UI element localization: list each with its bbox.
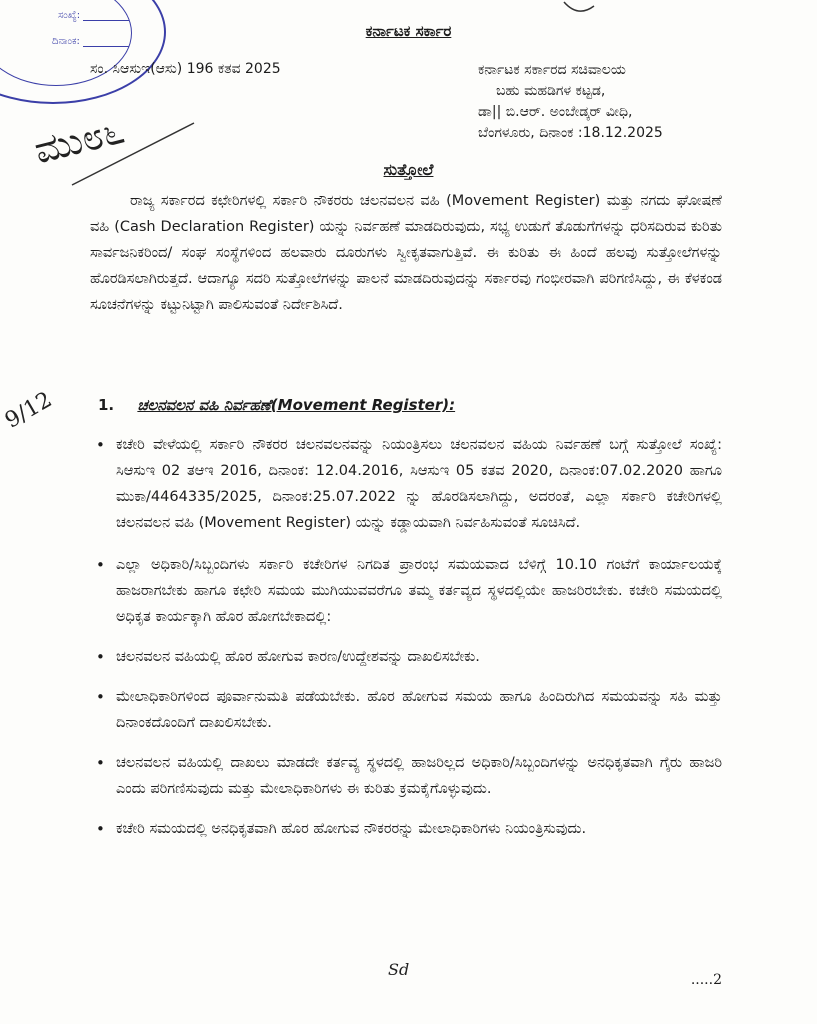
list-item: • ಎಲ್ಲಾ ಅಧಿಕಾರಿ/ಸಿಬ್ಬಂದಿಗಳು ಸರ್ಕಾರಿ ಕಚೇರಿಗಳ ನಿಗದಿತ ಪ್ರಾರಂಭ ಸಮಯವಾದ ಬೆಳಿಗ್ಗೆ 10.10 ಗಂಟೆಗೆ ಕಾರ್ಯಾಲಯಕ್ಕೆ ಹಾಜರಾಗಬೇಕು ಹಾಗೂ ಕಛೇರಿ ಸಮಯ ಮುಗಿಯುವವರೆಗೂ ತಮ್ಮ ಕರ್ತವ್ಯದ ಸ್ಥಳದಲ್ಲಿಯೇ ಹಾಜರಿರಬೇಕು. ಕಚೇರಿ ಸಮಯದಲ್ಲಿ ಅಧಿಕೃತ ಕಾರ್ಯಕ್ಕಾಗಿ ಹೊರ ಹೋಗಬೇಕಾದಲ್ಲಿ: xyxy=(96,552,722,630)
handwritten-stroke-icon xyxy=(70,115,200,195)
address-line: ಬೆಂಗಳೂರು, ದಿನಾಂಕ :18.12.2025 xyxy=(478,125,663,141)
section-number: 1. xyxy=(98,396,115,414)
list-item: • ಚಲನವಲನ ವಹಿಯಲ್ಲಿ ದಾಖಲು ಮಾಡದೇ ಕರ್ತವ್ಯ ಸ್ಥಳದಲ್ಲಿ ಹಾಜರಿಲ್ಲದ ಅಧಿಕಾರಿ/ಸಿಬ್ಬಂದಿಗಳನ್ನು ಅನಧಿಕೃತವಾಗಿ ಗೈರು ಹಾಜರಿ ಎಂದು ಪರಿಗಣಿಸುವುದು ಮತ್ತು ಮೇಲಾಧಿಕಾರಿಗಳು ಈ ಕುರಿತು ಕ್ರಮಕೈಗೊಳ್ಳುವುದು. xyxy=(96,750,722,802)
pen-mark-icon xyxy=(560,0,600,20)
address-block xyxy=(478,60,663,144)
list-item: • ಚಲನವಲನ ವಹಿಯಲ್ಲಿ ಹೊರ ಹೋಗುವ ಕಾರಣ/ಉದ್ದೇಶವನ್ನು ದಾಖಲಿಸಬೇಕು. xyxy=(96,644,722,670)
handwritten-margin-note: 9/12 xyxy=(1,387,57,434)
handwritten-inward-number: ಮು೮೬ xyxy=(29,107,129,173)
reference-number: ಸಂ. ಸಿಆಸುಇ(ಆಸು) 196 ಕತವ 2025 xyxy=(90,61,281,77)
address-line: ಡಾ|| ಬಿ.ಆರ್. ಅಂಬೇಡ್ಕರ್ ವೀಧಿ, xyxy=(478,104,633,120)
address-line: ಕರ್ನಾಟಕ ಸರ್ಕಾರದ ಸಚಿವಾಲಯ xyxy=(478,62,626,78)
stamp-field-date: ದಿನಾಂಕ: xyxy=(52,36,129,47)
intro-paragraph: ರಾಜ್ಯ ಸರ್ಕಾರದ ಕಛೇರಿಗಳಲ್ಲಿ ಸರ್ಕಾರಿ ನೌಕರರು ಚಲನವಲನ ವಹಿ (Movement Register) ಮತ್ತು ನಗದು ಘೋಷಣೆ ವಹಿ (Cash Declaration Register) ಯನ್ನು ನಿರ್ವಹಣೆ ಮಾಡದಿರುವುದು, ಸಭ್ಯ ಉಡುಗೆ ತೊಡುಗೆಗಳನ್ನು ಧರಿಸದಿರುವ ಕುರಿತು ಸಾರ್ವಜನಿಕರಿಂದ/ ಸಂಘ ಸಂಸ್ಥೆಗಳಿಂದ ಹಲವಾರು ದೂರುಗಳು ಸ್ವೀಕೃತವಾಗುತ್ತಿವೆ. ಈ ಕುರಿತು ಈ ಹಿಂದೆ ಹಲವು ಸುತ್ತೋಲೆಗಳನ್ನು ಹೊರಡಿಸಲಾಗಿರುತ್ತದೆ. ಆದಾಗ್ಯೂ ಸದರಿ ಸುತ್ತೋಲೆಗಳನ್ನು ಪಾಲನೆ ಮಾಡದಿರುವುದನ್ನು ಸರ್ಕಾರವು ಗಂಭೀರವಾಗಿ ಪರಿಗಣಿಸಿದ್ದು, ಈ ಕೆಳಕಂಡ ಸೂಚನೆಗಳನ್ನು ಕಟ್ಟುನಿಟ್ಟಾಗಿ ಪಾಲಿಸುವಂತೆ ನಿರ್ದೇಶಿಸಿದೆ. xyxy=(90,193,722,313)
document-title: ಸುತ್ತೋಲೆ xyxy=(383,160,434,179)
address-line: ಬಹು ಮಹಡಿಗಳ ಕಟ್ಟಡ, xyxy=(496,83,606,99)
instruction-list xyxy=(96,432,722,842)
stamp-field-number: ಸಂಖ್ಯೆ: xyxy=(58,10,129,21)
section-title: ಚಲನವಲನ ವಹಿ ನಿರ್ವಹಣೆ(Movement Register): xyxy=(137,396,456,414)
handwritten-initials: Sd xyxy=(388,960,410,979)
list-item: • ಕಚೇರಿ ಸಮಯದಲ್ಲಿ ಅನಧಿಕೃತವಾಗಿ ಹೊರ ಹೋಗುವ ನೌಕರರನ್ನು ಮೇಲಾಧಿಕಾರಿಗಳು ನಿಯಂತ್ರಿಸುವುದು. xyxy=(96,816,722,842)
section-heading xyxy=(98,396,455,414)
list-item: • ಮೇಲಾಧಿಕಾರಿಗಳಿಂದ ಪೂರ್ವಾನುಮತಿ ಪಡೆಯಬೇಕು. ಹೊರ ಹೋಗುವ ಸಮಯ ಹಾಗೂ ಹಿಂದಿರುಗಿದ ಸಮಯವನ್ನು ಸಹಿ ಮತ್ತು ದಿನಾಂಕದೊಂದಿಗೆ ದಾಖಲಿಸಬೇಕು. xyxy=(96,684,722,736)
government-heading: ಕರ್ನಾಟಕ ಸರ್ಕಾರ xyxy=(365,22,452,40)
list-item: • ಕಚೇರಿ ವೇಳೆಯಲ್ಲಿ ಸರ್ಕಾರಿ ನೌಕರರ ಚಲನವಲನವನ್ನು ನಿಯಂತ್ರಿಸಲು ಚಲನವಲನ ವಹಿಯ ನಿರ್ವಹಣೆ ಬಗ್ಗೆ ಸುತ್ತೋಲೆ ಸಂಖ್ಯೆ: ಸಿಆಸುಇ 02 ತಆಇ 2016, ದಿನಾಂಕ: 12.04.2016, ಸಿಆಸುಇ 05 ಕತವ 2020, ದಿನಾಂಕ:07.02.2020 ಹಾಗೂ ಮುಕಾ/4464335/2025, ದಿನಾಂಕ:25.07.2022 ನ್ನು ಹೊರಡಿಸಲಾಗಿದ್ದು, ಅದರಂತೆ, ಎಲ್ಲಾ ಸರ್ಕಾರಿ ಕಚೇರಿಗಳಲ್ಲಿ ಚಲನವಲನ ವಹಿ (Movement Register) ಯನ್ನು ಕಡ್ಡಾಯವಾಗಿ ನಿರ್ವಹಿಸುವಂತೆ ಸೂಚಿಸಿದೆ. xyxy=(96,432,722,536)
next-page-marker: .....2 xyxy=(690,972,722,988)
